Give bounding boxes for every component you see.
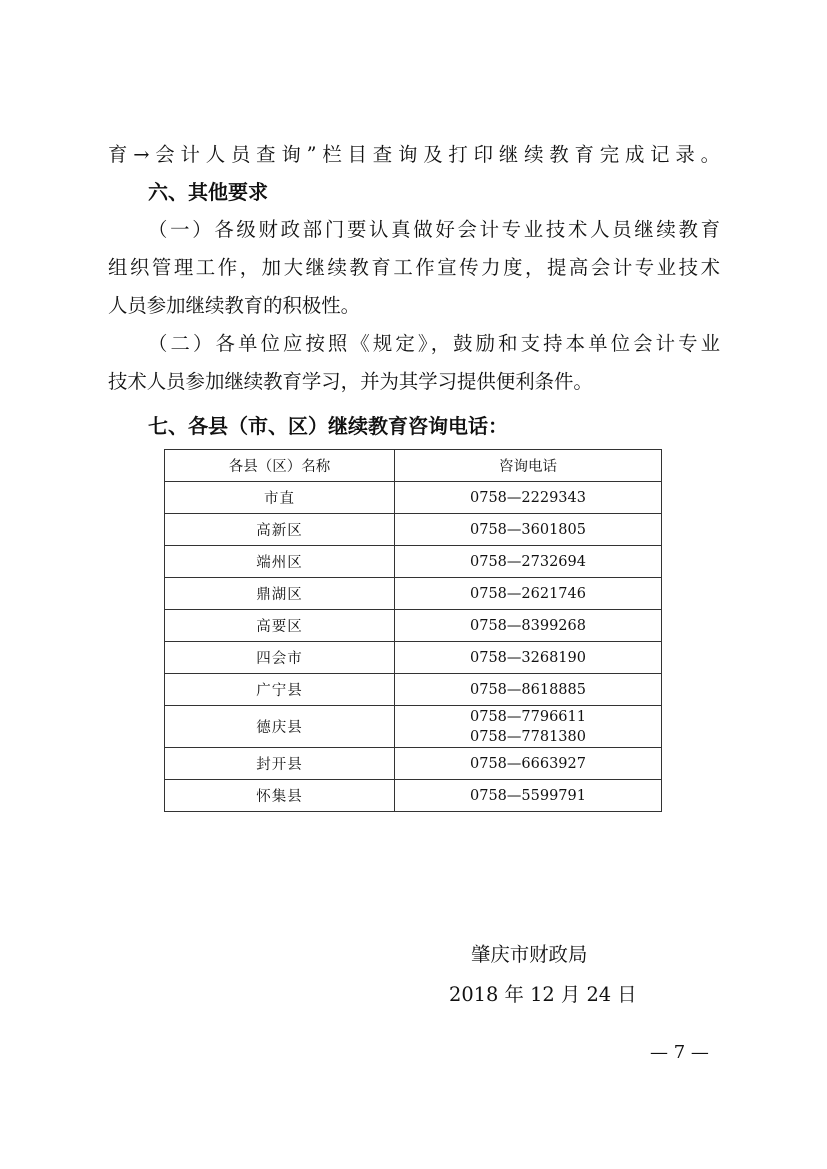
body-line: 人员参加继续教育的积极性。 [108,294,361,317]
table-row [165,748,662,780]
county-name-cell: 高要区 [165,610,395,642]
table-header-row [165,450,662,482]
phone-cell: 0758—2732694 [395,546,662,578]
county-name-cell: 市直 [165,482,395,514]
consultation-phone-table [164,449,662,812]
county-name-cell: 德庆县 [165,706,395,748]
table-row [165,610,662,642]
table-row [165,482,662,514]
county-name-cell: 封开县 [165,748,395,780]
phone-cell: 0758—8399268 [395,610,662,642]
phone-cell: 0758—5599791 [395,780,662,812]
table-row [165,674,662,706]
table-row [165,546,662,578]
phone-cell: 0758—3601805 [395,514,662,546]
table-row [165,514,662,546]
county-name-cell: 四会市 [165,642,395,674]
body-line: 组织管理工作，加大继续教育工作宣传力度，提高会计专业技术 [108,256,720,279]
phone-cell: 0758—6663927 [395,748,662,780]
phone-cell: 0758—2621746 [395,578,662,610]
table-row [165,642,662,674]
body-line: （二）各单位应按照《规定》，鼓励和支持本单位会计专业 [148,332,720,355]
column-header-phone: 咨询电话 [395,450,662,482]
county-name-cell: 鼎湖区 [165,578,395,610]
phone-cell [395,706,662,748]
phone-number: 0758—7781380 [470,728,586,745]
body-line: 育→会计人员查询”栏目查询及打印继续教育完成记录。 [108,143,720,166]
body-line: （一）各级财政部门要认真做好会计专业技术人员继续教育 [148,218,720,241]
table-row [165,780,662,812]
page-number: — 7 — [650,1042,709,1063]
phone-number: 0758—7796611 [470,708,586,725]
issue-date: 2018 年 12 月 24 日 [449,983,637,1006]
county-name-cell: 端州区 [165,546,395,578]
phone-cell: 0758—8618885 [395,674,662,706]
county-name-cell: 广宁县 [165,674,395,706]
phone-cell: 0758—3268190 [395,642,662,674]
phone-cell: 0758—2229343 [395,482,662,514]
county-name-cell: 高新区 [165,514,395,546]
county-name-cell: 怀集县 [165,780,395,812]
table-row [165,706,662,748]
section-heading-7: 七、各县（市、区）继续教育咨询电话： [148,414,508,438]
column-header-county: 各县（区）名称 [165,450,395,482]
body-line: 技术人员参加继续教育学习，并为其学习提供便利条件。 [108,370,593,393]
issuing-organization: 肇庆市财政局 [471,943,588,966]
section-heading-6: 六、其他要求 [148,180,268,204]
table-row [165,578,662,610]
